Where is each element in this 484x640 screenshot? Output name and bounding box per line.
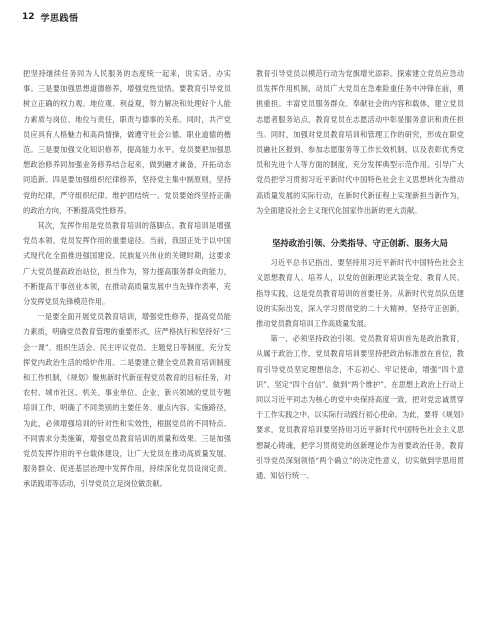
journal-name: 学思践悟 — [40, 13, 79, 24]
body-paragraph: 一是要全面开展党员教育培训，增强党性修养，提高党员能力素质，明确党员教育管理的重要形式，应严格执行和坚持好“三会一课”、组织生活会、民主评议党员、主题党日等制度，充分发挥党内政治生活的熔炉作用。二是要建立健全党员教育培训制度和工作机制，《规划》聚焦新时代新征程党员教育的目标任务，对农村、城市社区、机关、事业单位、企业、新兴领域的党员专题培训工作，明确了不同类别的主要任务、重点内容、实施路径，为此，必须增强培训的针对性和实效性，根据党员的不同特点、不同需求分类施策，增强党员教育培训的质量和效果。三是加强党员发挥作用的平台载体建设，让广大党员在推动高质量发展、服务群众、促进基层治理中发挥作用，持续深化党员设岗定责、承诺践诺等活动，引导党员立足岗位做贡献。 — [23, 312, 231, 489]
body-paragraph: 其次，发挥作用是党员教育培训的落脚点。教育培训是增强党员本领、党员发挥作用的重要途径。当前，我国正处于以中国式现代化全面推进强国建设、民族复兴伟业的关键时期，这要求广大党员提高政治站位，担当作为，努力提高服务群众的能力，不断提高干事创业本领，在推动高质量发展中当先锋作表率，充分发挥党员先锋模范作用。 — [23, 221, 231, 307]
body-paragraph: 习近平总书记指出，要坚持用习近平新时代中国特色社会主义思想教育人、培养人，以党的创新理论武装全党、教育人民、指导实践，这是党员教育培训的首要任务。从新时代党员队伍建设的实际出发，深入学习贯彻党的二十大精神，坚持守正创新，推动党员教育培训工作高质量发展。 — [256, 258, 464, 329]
left-column — [23, 66, 231, 492]
running-header — [22, 9, 79, 25]
page-number: 12 — [22, 12, 35, 22]
body-paragraph: 教育引导党员以模范行动为党旗增光添彩。探索建立党员应急动员发挥作用机制，动员广大党员在急难险重任务中冲锋在前，勇挑重担。丰富党员服务群众、奉献社会的内容和载体，建立党员志愿者服务站点，教育党员在志愿活动中彰显服务意识和责任担当。同时，加强对党员教育培训和管理工作的研究，形成在职党员融社区报到、参加志愿服务等工作长效机制，以及表彰优秀党员和先进个人等方面的制度，充分发挥典型示范作用。引导广大党员把学习贯彻习近平新时代中国特色社会主义思想转化为推动高质量发展的实际行动，在新时代新征程上实现新担当新作为，为全面建设社会主义现代化国家作出新的更大贡献。 — [256, 69, 464, 215]
section-heading: 坚持政治引领、分类指导、守正创新、服务大局 — [272, 238, 448, 249]
body-paragraph: 把坚持继续任务同为人民服务的态度统一起来，说实话、办实事。三是要加强思想道德修养，增强党性觉悟。要教育引导党员树立正确的权力观、地位观、利益观，努力解决和处理好个人能力素质与岗位、地位与责任，职责与德事的关系。同时，共产党员应具有人格魅力和高尚情操，做遵守社会公德、职业道德的楷范。三是要加强文化知识修养，提高能力水平。党员要把加强思想政治修养同加强业务修养结合起来，做到融才兼备，开拓动态同造新。四是要加强组织纪律修养，坚持党主集中制原则，坚持党的纪律，严守组织纪律、维护团结统一。党员要始终坚持正确的政治方向，不断提高党性修养。 — [23, 69, 231, 215]
right-column — [256, 66, 464, 483]
body-paragraph: 第一，必须坚持政治引领。党员教育培训首先是政治教育，从属于政治工作，党员教育培训要坚持把政治标准放在首位，教育引导党员坚定理想信念，不忘初心、牢记使命，增强“四个意识”、坚定“四个自信”、做到“两个维护”，在思想上政治上行动上同以习近平同志为核心的党中央保持高度一致，把对党忠诚贯穿于工作实践之中，以实际行动践行初心使命。为此，要将《规划》要求，党员教育培训要坚持用习近平新时代中国特色社会主义思想凝心铸魂，把学习贯彻党的创新理论作为首要政治任务，教育引导党员深刻领悟“两个确立”的决定性意义，切实做到学思用贯通、知信行统一。 — [256, 334, 464, 481]
